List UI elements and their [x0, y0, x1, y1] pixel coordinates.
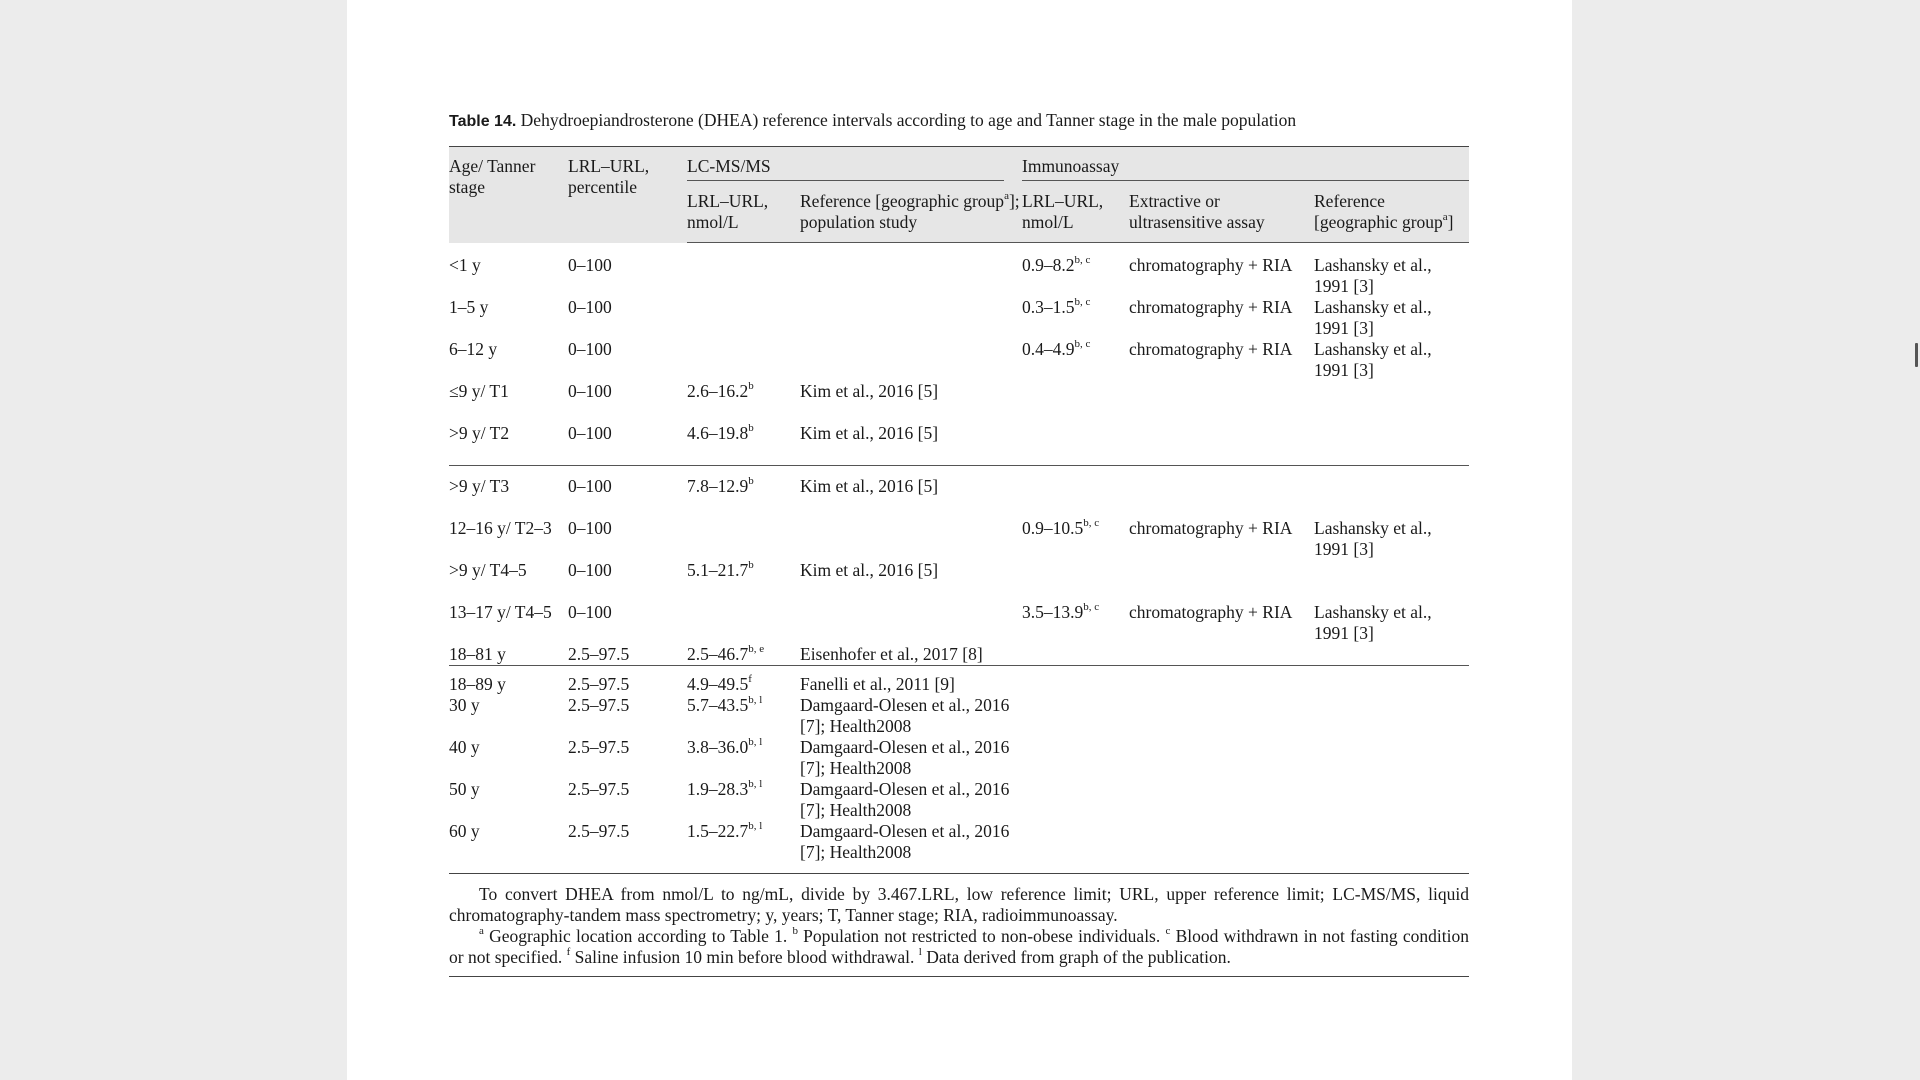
cell-im-assay [1129, 821, 1314, 874]
cell-age: 18–81 y [449, 644, 506, 664]
cell-im-range: 0.4–4.9$^{b, c}$ [1022, 338, 1091, 359]
table-row [449, 466, 1469, 519]
cell-age: 30 y [449, 695, 480, 715]
cell-age: 50 y [449, 779, 480, 799]
cell-lcms-range: 1.5–22.7$^{b, l}$ [687, 820, 763, 841]
cell-lcms-reference [800, 243, 1022, 298]
table-row [449, 737, 1469, 779]
cell-im-range [1022, 821, 1129, 874]
cell-lcms-range: 4.6–19.8$^b$ [687, 422, 754, 443]
table-row [449, 518, 1469, 560]
cell-lcms-range: 4.9–49.5$^f$ [687, 666, 800, 696]
cell-im-range [1022, 466, 1129, 519]
cell-im-assay: chromatography + RIA [1129, 339, 1293, 359]
cell-im-range: 0.3–1.5$^{b, c}$ [1022, 296, 1091, 317]
cell-im-range [1022, 644, 1129, 666]
cell-im-reference [1314, 381, 1469, 423]
cell-im-range [1022, 381, 1129, 423]
cell-age: >9 y/ T4–5 [449, 560, 527, 580]
cell-age: ≤9 y/ T1 [449, 381, 509, 401]
cell-im-reference [1314, 560, 1469, 602]
cell-im-range [1022, 695, 1129, 737]
cell-lcms-range: 7.8–12.9$^b$ [687, 466, 800, 519]
cell-im-range [1022, 737, 1129, 779]
cell-lcms-reference: Kim et al., 2016 [5] [800, 423, 939, 443]
cell-im-assay [1129, 466, 1314, 519]
cell-im-range [1022, 779, 1129, 821]
table-footnotes [449, 874, 1469, 977]
cell-percentile: 0–100 [568, 254, 612, 275]
cell-im-reference: Lashansky et al., 1991 [3] [1314, 255, 1432, 296]
cell-im-range [1022, 423, 1129, 466]
table-row [449, 423, 1469, 466]
cell-lcms-reference: Fanelli et al., 2011 [9] [800, 666, 1022, 696]
cell-im-assay [1129, 737, 1314, 779]
cell-percentile: 0–100 [568, 297, 612, 317]
cell-age: 18–89 y [449, 666, 568, 696]
header-percentile: LRL–URL, percentile [568, 147, 687, 243]
cell-im-reference [1314, 466, 1469, 519]
table-caption [449, 108, 1469, 134]
cell-percentile: 0–100 [568, 560, 612, 580]
cell-im-assay [1129, 779, 1314, 821]
cell-percentile: 0–100 [568, 466, 687, 519]
document-page [347, 0, 1572, 1080]
cell-im-assay: chromatography + RIA [1129, 255, 1293, 275]
cell-lcms-reference: Eisenhofer et al., 2017 [8] [800, 644, 983, 664]
cell-percentile: 2.5–97.5 [568, 644, 630, 664]
cell-im-reference [1314, 821, 1469, 874]
cell-lcms-reference: Damgaard-Olesen et al., 2016 [7]; Health2008 [800, 695, 1010, 736]
cell-lcms-range [687, 339, 800, 381]
cell-lcms-range [687, 602, 800, 644]
cell-age: 13–17 y/ T4–5 [449, 602, 552, 622]
cell-im-assay [1129, 423, 1314, 466]
cell-age: >9 y/ T2 [449, 423, 510, 443]
cell-im-reference: Lashansky et al., 1991 [3] [1314, 518, 1432, 559]
cell-lcms-reference [800, 518, 1022, 560]
table-row [449, 243, 1469, 298]
cell-im-reference: Lashansky et al., 1991 [3] [1314, 297, 1432, 338]
cell-im-reference [1314, 779, 1469, 821]
cell-im-reference: Lashansky et al., 1991 [3] [1314, 602, 1432, 643]
cell-im-assay: chromatography + RIA [1129, 518, 1293, 538]
table-row [449, 666, 1469, 696]
cell-lcms-reference: Kim et al., 2016 [5] [800, 466, 1022, 519]
cell-percentile: 0–100 [568, 381, 612, 401]
cell-lcms-reference: Kim et al., 2016 [5] [800, 560, 939, 580]
cell-percentile: 2.5–97.5 [568, 695, 630, 715]
cell-im-assay [1129, 695, 1314, 737]
table-row [449, 779, 1469, 821]
header-im-range: LRL–URL, nmol/L [1022, 186, 1129, 243]
cell-im-reference [1314, 644, 1469, 666]
cell-lcms-range: 5.7–43.5$^{b, l}$ [687, 694, 763, 715]
cell-lcms-range [687, 518, 800, 560]
cell-lcms-range [687, 297, 800, 339]
cell-lcms-range: 5.1–21.7$^b$ [687, 559, 754, 580]
table-row [449, 821, 1469, 874]
table-row [449, 695, 1469, 737]
cell-lcms-reference: Damgaard-Olesen et al., 2016 [7]; Health2008 [800, 737, 1010, 778]
cell-lcms-reference: Kim et al., 2016 [5] [800, 381, 939, 401]
scrollbar-thumb[interactable] [1915, 343, 1918, 367]
cell-im-reference: Lashansky et al., 1991 [3] [1314, 339, 1432, 380]
cell-im-range [1022, 560, 1129, 602]
header-im-assay: Extractive or ultrasensitive assay [1129, 186, 1314, 243]
reference-table [449, 146, 1469, 874]
cell-im-assay: chromatography + RIA [1129, 602, 1293, 622]
cell-im-reference [1314, 695, 1469, 737]
cell-lcms-range: 2.6–16.2$^b$ [687, 380, 754, 401]
header-age: Age/ Tanner stage [449, 147, 568, 243]
cell-im-range [1022, 666, 1129, 696]
table-row [449, 381, 1469, 423]
cell-age: 60 y [449, 821, 480, 841]
table-body [449, 243, 1469, 874]
cell-im-range: 3.5–13.9$^{b, c}$ [1022, 601, 1100, 622]
header-lcms-group: LC-MS/MS [687, 147, 1022, 187]
cell-im-assay: chromatography + RIA [1129, 297, 1293, 317]
cell-im-reference [1314, 666, 1469, 696]
cell-lcms-range [687, 243, 800, 298]
cell-percentile: 0–100 [568, 518, 612, 538]
cell-im-range: 0.9–10.5$^{b, c}$ [1022, 517, 1100, 538]
table-row [449, 560, 1469, 602]
cell-im-range: 0.9–8.2$^{b, c}$ [1022, 254, 1091, 275]
cell-lcms-reference: Damgaard-Olesen et al., 2016 [7]; Health2008 [800, 821, 1010, 862]
cell-age: 12–16 y/ T2–3 [449, 518, 552, 538]
cell-percentile: 0–100 [568, 602, 612, 622]
cell-age: 1–5 y [449, 297, 489, 317]
cell-lcms-reference [800, 339, 1022, 381]
header-immunoassay-group: Immunoassay [1022, 147, 1469, 187]
cell-percentile: 2.5–97.5 [568, 821, 630, 841]
footnote-superscripts: $^a$ Geographic location according to Table 1. $^b$ Population not restricted to non-obese individuals. $^c$ Blood withdrawn in not fasting condition or not specified. $^f$ Saline infusion 10 min before blood withdrawal. $^l$ Data derived from graph of the publication. [449, 925, 1469, 967]
cell-lcms-reference: Damgaard-Olesen et al., 2016 [7]; Health2008 [800, 779, 1010, 820]
header-im-reference: Reference [geographic group$^a$] [1314, 186, 1469, 243]
table-row [449, 602, 1469, 644]
cell-lcms-range: 1.9–28.3$^{b, l}$ [687, 778, 763, 799]
cell-lcms-reference [800, 602, 1022, 644]
cell-age: <1 y [449, 254, 481, 275]
cell-percentile: 2.5–97.5 [568, 779, 630, 799]
footnote-abbreviations: To convert DHEA from nmol/L to ng/mL, divide by 3.467.LRL, low reference limit; URL, upper reference limit; LC-MS/MS, liquid chromatography-tandem mass spectrometry; y, years; T, Tanner stage; RIA, radioimmunoassay. [449, 884, 1469, 925]
cell-percentile: 2.5–97.5 [568, 666, 687, 696]
cell-lcms-range: 3.8–36.0$^{b, l}$ [687, 736, 763, 757]
cell-lcms-range: 2.5–46.7$^{b, e}$ [687, 643, 765, 664]
cell-percentile: 0–100 [568, 339, 612, 359]
table-row [449, 297, 1469, 339]
cell-percentile: 2.5–97.5 [568, 737, 630, 757]
cell-im-reference [1314, 423, 1469, 466]
table-row [449, 644, 1469, 666]
table-container [449, 108, 1469, 977]
cell-age: 6–12 y [449, 339, 498, 359]
cell-im-assay [1129, 644, 1314, 666]
cell-im-assay [1129, 560, 1314, 602]
table-row [449, 339, 1469, 381]
cell-percentile: 0–100 [568, 423, 612, 443]
header-lcms-reference: Reference [geographic group$^a$]; population study [800, 186, 1022, 243]
table-title: Dehydroepiandrosterone (DHEA) reference intervals according to age and Tanner stage in the male population [520, 110, 1297, 130]
cell-age: 40 y [449, 737, 480, 757]
cell-im-assay [1129, 666, 1314, 696]
cell-age: >9 y/ T3 [449, 466, 568, 519]
table-label: Table 14. [449, 113, 517, 130]
cell-im-reference [1314, 737, 1469, 779]
cell-lcms-reference [800, 297, 1022, 339]
cell-im-assay [1129, 381, 1314, 423]
header-lcms-range: LRL–URL, nmol/L [687, 186, 800, 243]
